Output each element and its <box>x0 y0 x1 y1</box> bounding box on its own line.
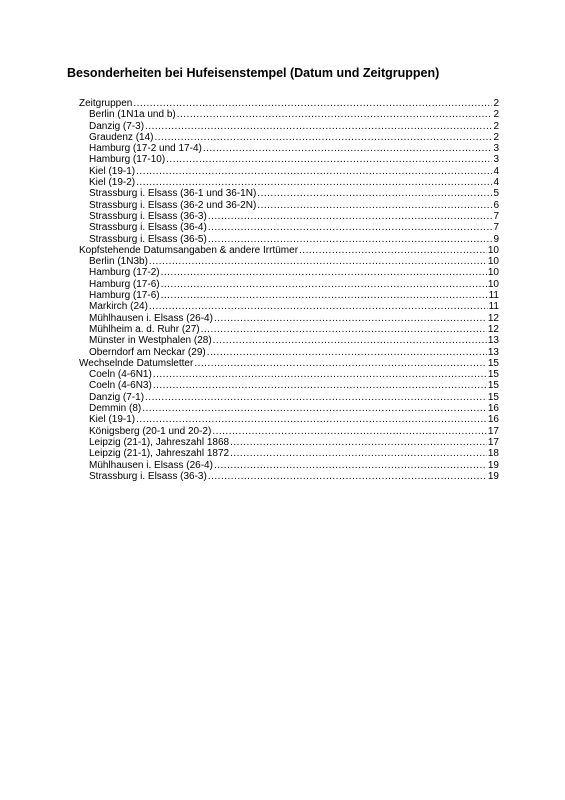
toc-entry-label: Leipzig (21-1), Jahreszahl 1872 <box>89 448 230 460</box>
toc-entry[interactable] <box>79 290 499 301</box>
toc-page-number: 7 <box>493 210 499 222</box>
toc-entry[interactable] <box>79 358 499 369</box>
toc-dot-leader <box>161 290 488 301</box>
toc-page-number: 2 <box>493 98 499 109</box>
toc-dot-leader <box>214 460 487 471</box>
toc-entry-label: Mühlheim a. d. Ruhr (27) <box>89 323 200 335</box>
toc-page-number: 17 <box>487 436 499 448</box>
toc-entry-label: Strassburg i. Elsass (36-3) <box>89 210 207 222</box>
toc-page-number: 10 <box>487 256 499 268</box>
toc-entry[interactable] <box>79 313 499 324</box>
toc-entry-label: Kiel (19-1) <box>89 165 136 177</box>
toc-page-number: 6 <box>493 199 499 211</box>
toc-dot-leader <box>133 98 492 109</box>
toc-dot-leader <box>153 380 487 391</box>
toc-entry-label: Kopfstehende Datumsangaben & andere Irrtümer <box>79 244 299 256</box>
toc-entry-label: Hamburg (17-2 und 17-4) <box>89 143 202 155</box>
toc-page-number: 11 <box>488 290 499 302</box>
toc-entry[interactable] <box>79 267 499 278</box>
toc-entry-label: Berlin (1N3b) <box>89 256 148 268</box>
toc-dot-leader <box>136 166 492 177</box>
toc-page-number: 18 <box>487 448 499 460</box>
toc-dot-leader <box>145 392 487 403</box>
toc-entry-label: Mühlhausen i. Elsass (26-4) <box>89 459 213 471</box>
toc-entry[interactable] <box>79 437 499 448</box>
toc-entry[interactable] <box>79 211 499 222</box>
toc-entry[interactable] <box>79 245 499 256</box>
toc-entry[interactable] <box>79 166 499 177</box>
toc-page-number: 3 <box>493 154 499 166</box>
toc-entry[interactable] <box>79 324 499 335</box>
toc-page-number: 5 <box>493 188 499 200</box>
toc-entry-label: Königsberg (20-1 und 20-2) <box>89 425 212 437</box>
toc-entry-label: Strassburg i. Elsass (36-5) <box>89 233 207 245</box>
toc-dot-leader <box>208 234 493 245</box>
toc-dot-leader <box>154 132 492 143</box>
toc-dot-leader <box>208 211 493 222</box>
toc-dot-leader <box>136 414 487 425</box>
toc-entry[interactable] <box>79 143 499 154</box>
toc-entry[interactable] <box>79 392 499 403</box>
toc-page-number: 4 <box>493 177 499 189</box>
table-of-contents <box>79 98 499 482</box>
toc-entry[interactable] <box>79 471 499 482</box>
toc-entry[interactable] <box>79 347 499 358</box>
page-title: Besonderheiten bei Hufeisenstempel (Datum und Zeitgruppen) <box>67 66 440 80</box>
toc-dot-leader <box>142 403 487 414</box>
toc-entry[interactable] <box>79 380 499 391</box>
toc-page-number: 10 <box>487 244 499 256</box>
toc-page-number: 12 <box>487 312 499 324</box>
toc-entry[interactable] <box>79 256 499 267</box>
toc-dot-leader <box>212 426 487 437</box>
toc-entry-label: Coeln (4-6N3) <box>89 380 152 392</box>
toc-entry-label: Hamburg (17-10) <box>89 154 166 166</box>
toc-page-number: 3 <box>493 143 499 155</box>
toc-entry-label: Kiel (19-1) <box>89 414 136 426</box>
toc-dot-leader <box>230 448 487 459</box>
toc-page-number: 2 <box>493 131 499 143</box>
toc-page-number: 15 <box>487 369 499 381</box>
toc-page-number: 10 <box>487 278 499 290</box>
toc-entry[interactable] <box>79 188 499 199</box>
toc-page-number: 16 <box>487 414 499 426</box>
toc-entry-label: Danzig (7-3) <box>89 120 145 132</box>
toc-page-number: 17 <box>487 425 499 437</box>
toc-entry-label: Berlin (1N1a und b) <box>89 109 176 121</box>
toc-dot-leader <box>257 200 492 211</box>
toc-dot-leader <box>136 177 492 188</box>
toc-dot-leader <box>149 256 487 267</box>
toc-page-number: 19 <box>487 470 499 482</box>
toc-dot-leader <box>153 369 487 380</box>
toc-dot-leader <box>257 188 492 199</box>
toc-dot-leader <box>166 154 492 165</box>
toc-dot-leader <box>161 267 487 278</box>
toc-entry[interactable] <box>79 200 499 211</box>
toc-page-number: 15 <box>487 380 499 392</box>
toc-dot-leader <box>177 109 493 120</box>
toc-dot-leader <box>214 313 487 324</box>
toc-entry-label: Hamburg (17-2) <box>89 267 160 279</box>
toc-entry[interactable] <box>79 279 499 290</box>
toc-entry-label: Oberndorf am Neckar (29) <box>89 346 206 358</box>
toc-dot-leader <box>145 121 492 132</box>
toc-dot-leader <box>208 471 487 482</box>
toc-dot-leader <box>208 222 493 233</box>
toc-page-number: 2 <box>493 120 499 132</box>
toc-entry[interactable] <box>79 448 499 459</box>
toc-entry-label: Wechselnde Datumsletter <box>79 357 194 369</box>
toc-dot-leader <box>149 301 488 312</box>
toc-entry-label: Strassburg i. Elsass (36-3) <box>89 470 207 482</box>
toc-dot-leader <box>213 335 487 346</box>
toc-entry[interactable] <box>79 369 499 380</box>
toc-entry[interactable] <box>79 98 499 109</box>
toc-dot-leader <box>161 279 487 290</box>
toc-entry-label: Kiel (19-2) <box>89 177 136 189</box>
toc-entry-label: Leipzig (21-1), Jahreszahl 1868 <box>89 436 230 448</box>
toc-entry[interactable] <box>79 177 499 188</box>
toc-dot-leader <box>299 245 487 256</box>
toc-entry-label: Münster in Westphalen (28) <box>89 335 212 347</box>
toc-page-number: 10 <box>487 267 499 279</box>
toc-entry-label: Danzig (7-1) <box>89 391 145 403</box>
toc-page-number: 13 <box>487 346 499 358</box>
toc-page-number: 7 <box>493 222 499 234</box>
toc-entry-label: Strassburg i. Elsass (36-2 und 36-2N) <box>89 199 257 211</box>
toc-page-number: 19 <box>487 459 499 471</box>
toc-entry-label: Zeitgruppen <box>79 98 133 109</box>
toc-dot-leader <box>230 437 487 448</box>
toc-dot-leader <box>194 358 487 369</box>
toc-dot-leader <box>207 347 487 358</box>
toc-entry[interactable] <box>79 234 499 245</box>
toc-page-number: 9 <box>493 233 499 245</box>
toc-page-number: 11 <box>488 301 499 313</box>
toc-entry-label: Hamburg (17-6) <box>89 290 160 302</box>
toc-entry-label: Coeln (4-6N1) <box>89 369 152 381</box>
toc-entry[interactable] <box>79 222 499 233</box>
toc-entry-label: Hamburg (17-6) <box>89 278 160 290</box>
toc-dot-leader <box>201 324 487 335</box>
toc-page-number: 12 <box>487 323 499 335</box>
toc-page-number: 4 <box>493 165 499 177</box>
toc-entry[interactable] <box>79 109 499 120</box>
toc-entry[interactable] <box>79 335 499 346</box>
toc-page-number: 13 <box>487 335 499 347</box>
toc-dot-leader <box>203 143 493 154</box>
toc-entry[interactable] <box>79 154 499 165</box>
toc-page-number: 16 <box>487 403 499 415</box>
toc-entry[interactable] <box>79 414 499 425</box>
toc-page-number: 15 <box>487 357 499 369</box>
toc-entry-label: Mühlhausen i. Elsass (26-4) <box>89 312 213 324</box>
toc-entry[interactable] <box>79 132 499 143</box>
toc-entry[interactable] <box>79 301 499 312</box>
toc-entry-label: Strassburg i. Elsass (36-4) <box>89 222 207 234</box>
toc-entry[interactable] <box>79 403 499 414</box>
toc-entry[interactable] <box>79 426 499 437</box>
toc-entry-label: Strassburg i. Elsass (36-1 und 36-1N) <box>89 188 257 200</box>
toc-entry[interactable] <box>79 121 499 132</box>
toc-page-number: 2 <box>493 109 499 121</box>
toc-entry[interactable] <box>79 460 499 471</box>
toc-page-number: 15 <box>487 391 499 403</box>
toc-entry-label: Graudenz (14) <box>89 131 154 143</box>
toc-entry-label: Demmin (8) <box>89 403 142 415</box>
toc-entry-label: Markirch (24) <box>89 301 148 313</box>
